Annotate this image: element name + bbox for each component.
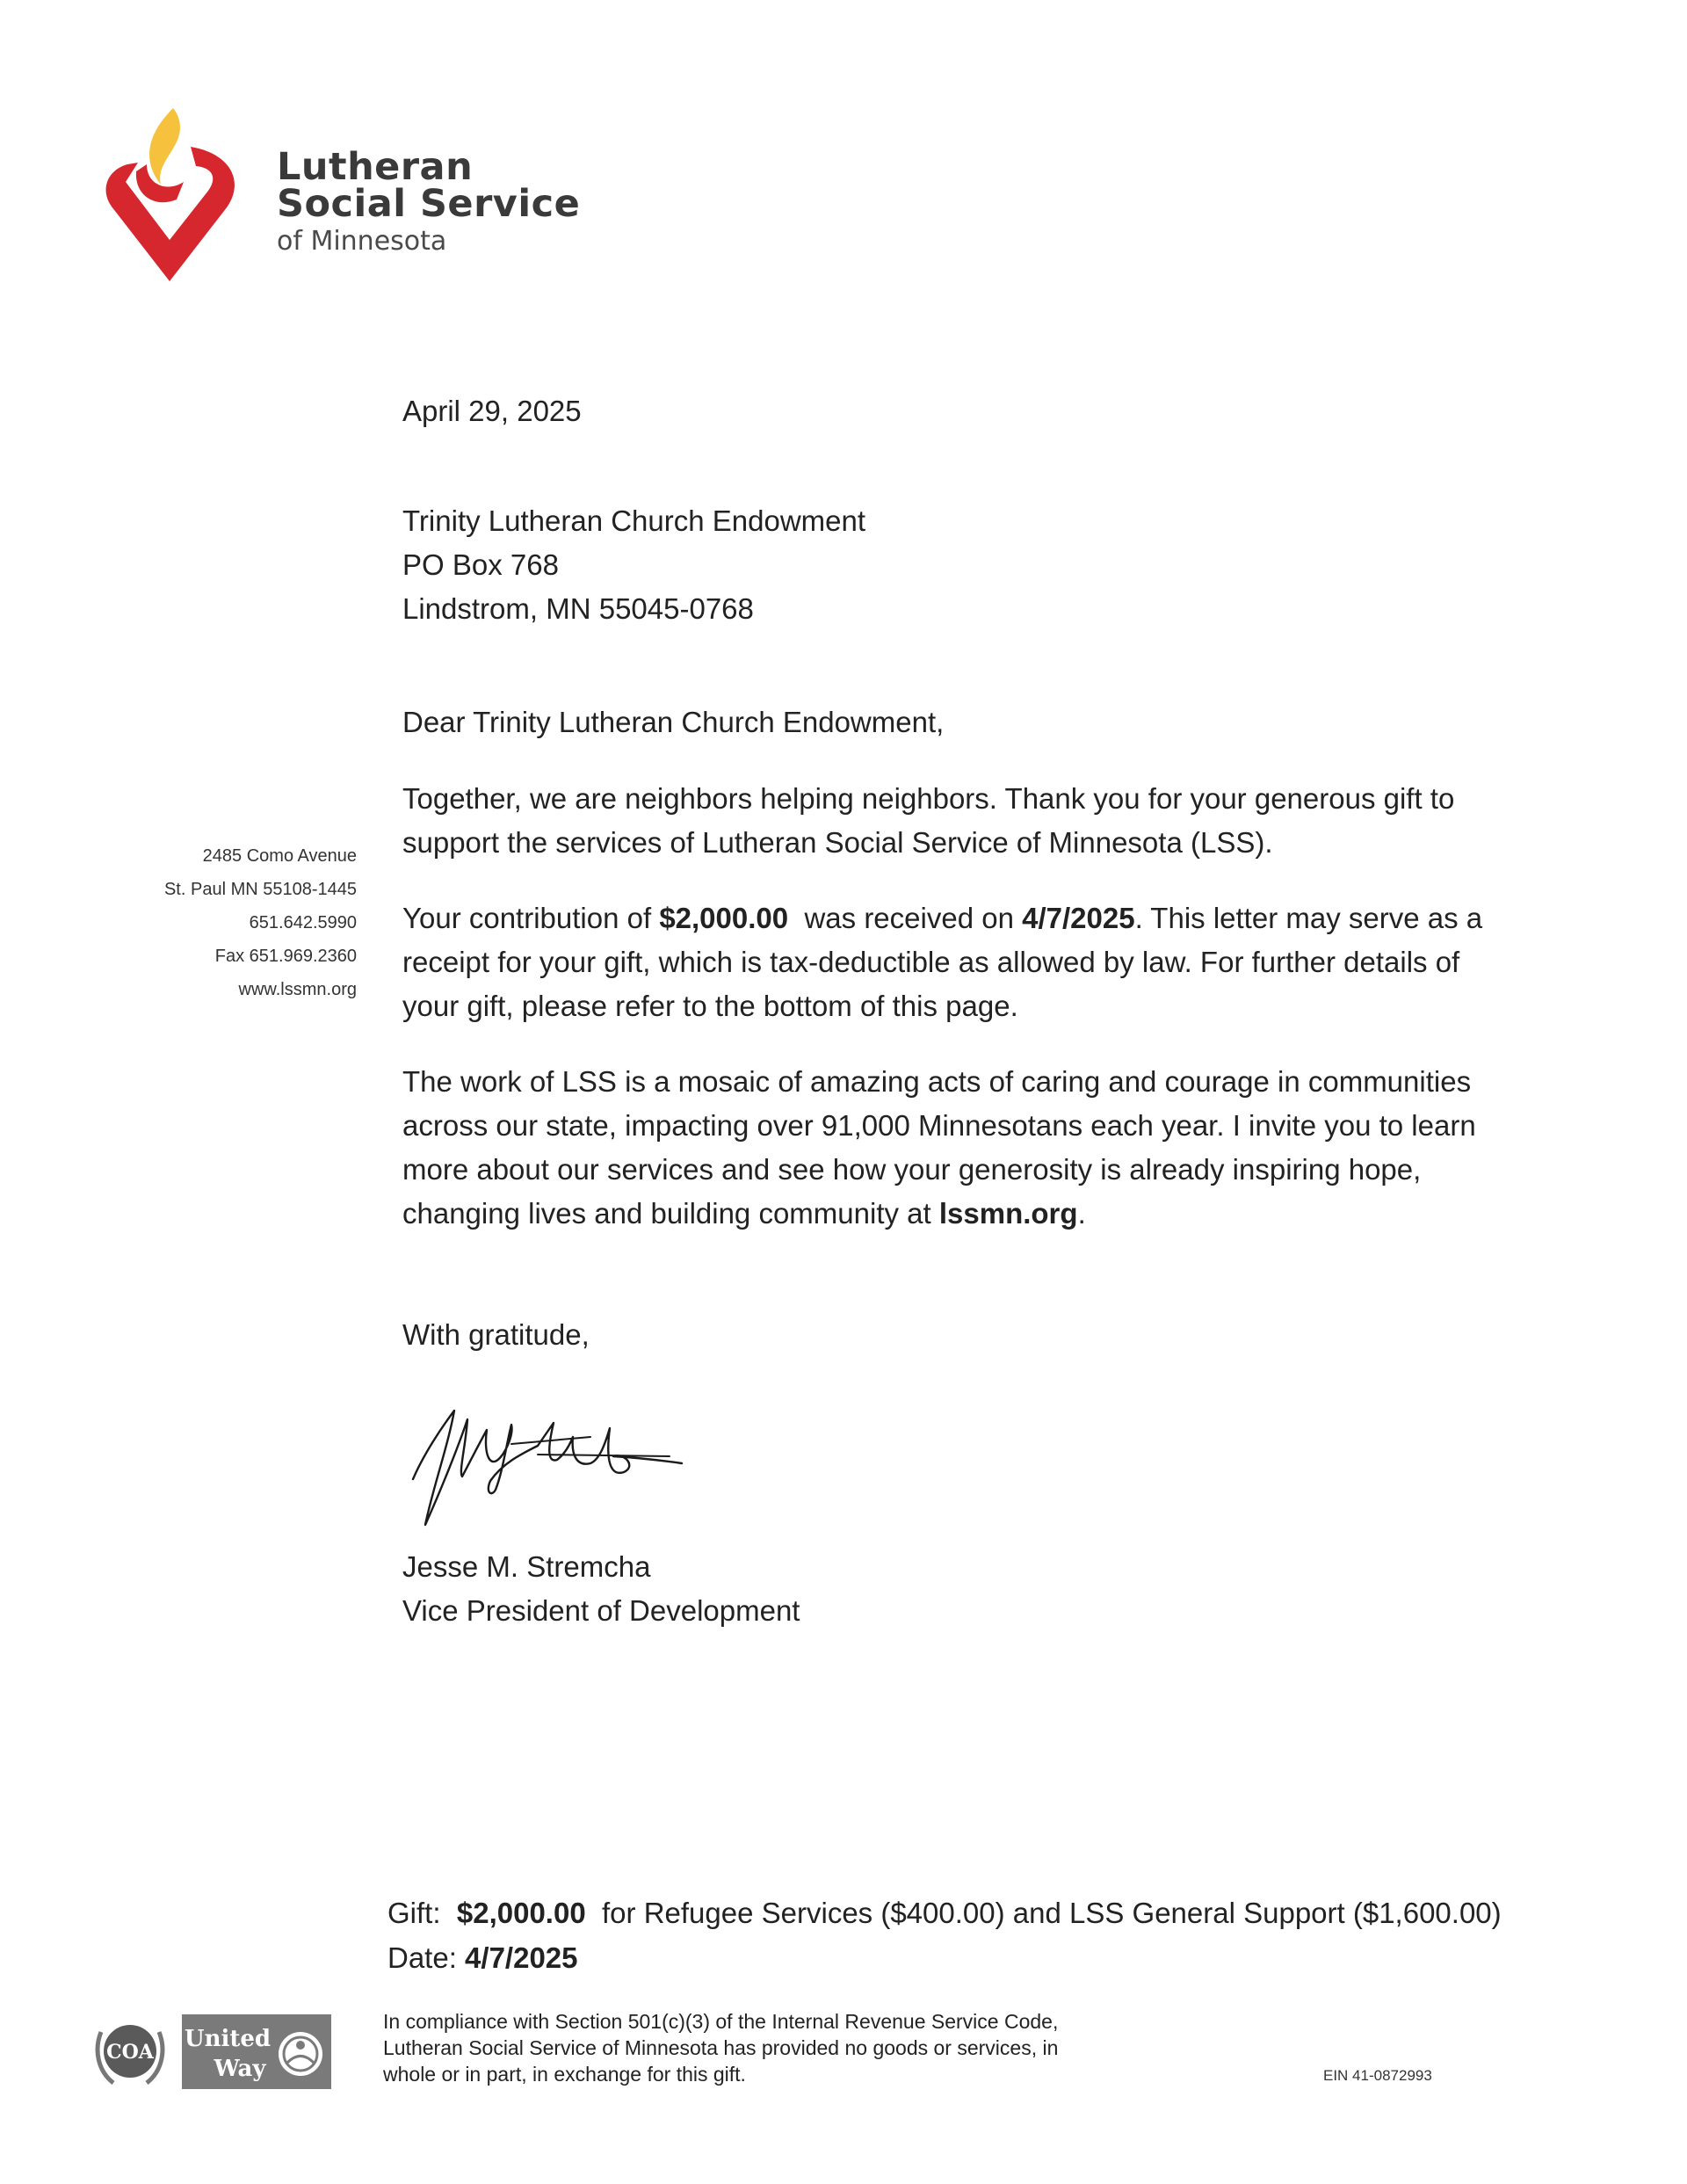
compliance-line-1: In compliance with Section 501(c)(3) of the Internal Revenue Service Code,	[383, 2010, 1059, 2033]
recipient-address	[402, 499, 865, 631]
letter-date: April 29, 2025	[402, 395, 582, 427]
paragraph-2-line-3: your gift, please refer to the bottom of this page.	[402, 990, 1018, 1022]
gift-date-label: Date:	[387, 1941, 457, 1974]
website-link[interactable]: lssmn.org	[938, 1197, 1078, 1230]
contact-web-link[interactable]: www.lssmn.org	[238, 980, 357, 999]
p3-text: changing lives and building community at	[402, 1197, 939, 1230]
contact-city: St. Paul MN 55108-1445	[163, 880, 357, 899]
contribution-amount: $2,000.00	[659, 902, 789, 934]
paragraph-3-line-4	[402, 1192, 1476, 1236]
signer-name: Jesse M. Stremcha	[402, 1550, 651, 1583]
ein-number: EIN 41-0872993	[1323, 2067, 1432, 2084]
paragraph-1	[402, 777, 1454, 865]
salutation: Dear Trinity Lutheran Church Endowment,	[402, 706, 945, 738]
gift-summary	[387, 1891, 1502, 1935]
lss-flame-heart-icon	[92, 101, 250, 290]
recipient-name: Trinity Lutheran Church Endowment	[402, 504, 866, 537]
logo-line-3: of Minnesota	[277, 226, 447, 257]
signer-title: Vice President of Development	[402, 1594, 800, 1627]
closing: With gratitude,	[402, 1318, 590, 1351]
paragraph-2	[402, 896, 1482, 1028]
united-way-text-1: United	[184, 2026, 272, 2052]
gift-label: Gift:	[387, 1897, 441, 1929]
gift-date-line	[387, 1936, 578, 1980]
paragraph-3-line-2: across our state, impacting over 91,000 Minnesotans each year. I invite you to learn	[402, 1109, 1476, 1142]
paragraph-3-line-1: The work of LSS is a mosaic of amazing acts of caring and courage in communities	[402, 1065, 1472, 1098]
compliance-line-2: Lutheran Social Service of Minnesota has provided no goods or services, in	[383, 2036, 1059, 2059]
lss-logo	[92, 101, 581, 290]
recipient-city: Lindstrom, MN 55045-0768	[402, 592, 754, 625]
logo-line-1: Lutheran	[277, 145, 474, 189]
paragraph-1-line-1: Together, we are neighbors helping neighbors. Thank you for your generous gift to	[402, 782, 1455, 815]
paragraph-3-line-3: more about our services and see how your generosity is already inspiring hope,	[402, 1153, 1422, 1186]
compliance-line-3: whole or in part, in exchange for this gift.	[383, 2063, 746, 2086]
coa-accreditation-logo	[91, 2014, 170, 2089]
contact-fax: Fax 651.969.2360	[214, 947, 357, 966]
gift-description: for Refugee Services ($400.00) and LSS General Support ($1,600.00)	[602, 1897, 1502, 1929]
coa-logo-text: COA	[106, 2041, 154, 2064]
paragraph-2-line-1	[402, 896, 1482, 940]
compliance-notice	[383, 2008, 1058, 2087]
signer-block	[402, 1545, 800, 1633]
signature-image	[406, 1393, 687, 1534]
paragraph-1-line-2: support the services of Lutheran Social Service of Minnesota (LSS).	[402, 826, 1273, 859]
received-date: 4/7/2025	[1022, 902, 1135, 934]
gift-date: 4/7/2025	[465, 1941, 578, 1974]
contact-block	[164, 839, 357, 1006]
contact-phone: 651.642.5990	[249, 913, 357, 932]
paragraph-2-line-2: receipt for your gift, which is tax-deductible as allowed by law. For further details of	[402, 946, 1460, 978]
contact-street: 2485 Como Avenue	[202, 846, 357, 866]
p2-text: Your contribution of	[402, 902, 660, 934]
united-way-text-2: Way	[214, 2056, 266, 2082]
logo-line-2: Social Service	[277, 182, 581, 226]
gift-amount: $2,000.00	[456, 1897, 586, 1929]
p2-text: . This letter may serve as a	[1134, 902, 1483, 934]
recipient-po-box: PO Box 768	[402, 548, 559, 581]
p3-text: .	[1077, 1197, 1086, 1230]
p2-text: was received on	[788, 902, 1023, 934]
paragraph-3	[402, 1060, 1476, 1236]
united-way-logo	[182, 2014, 331, 2089]
